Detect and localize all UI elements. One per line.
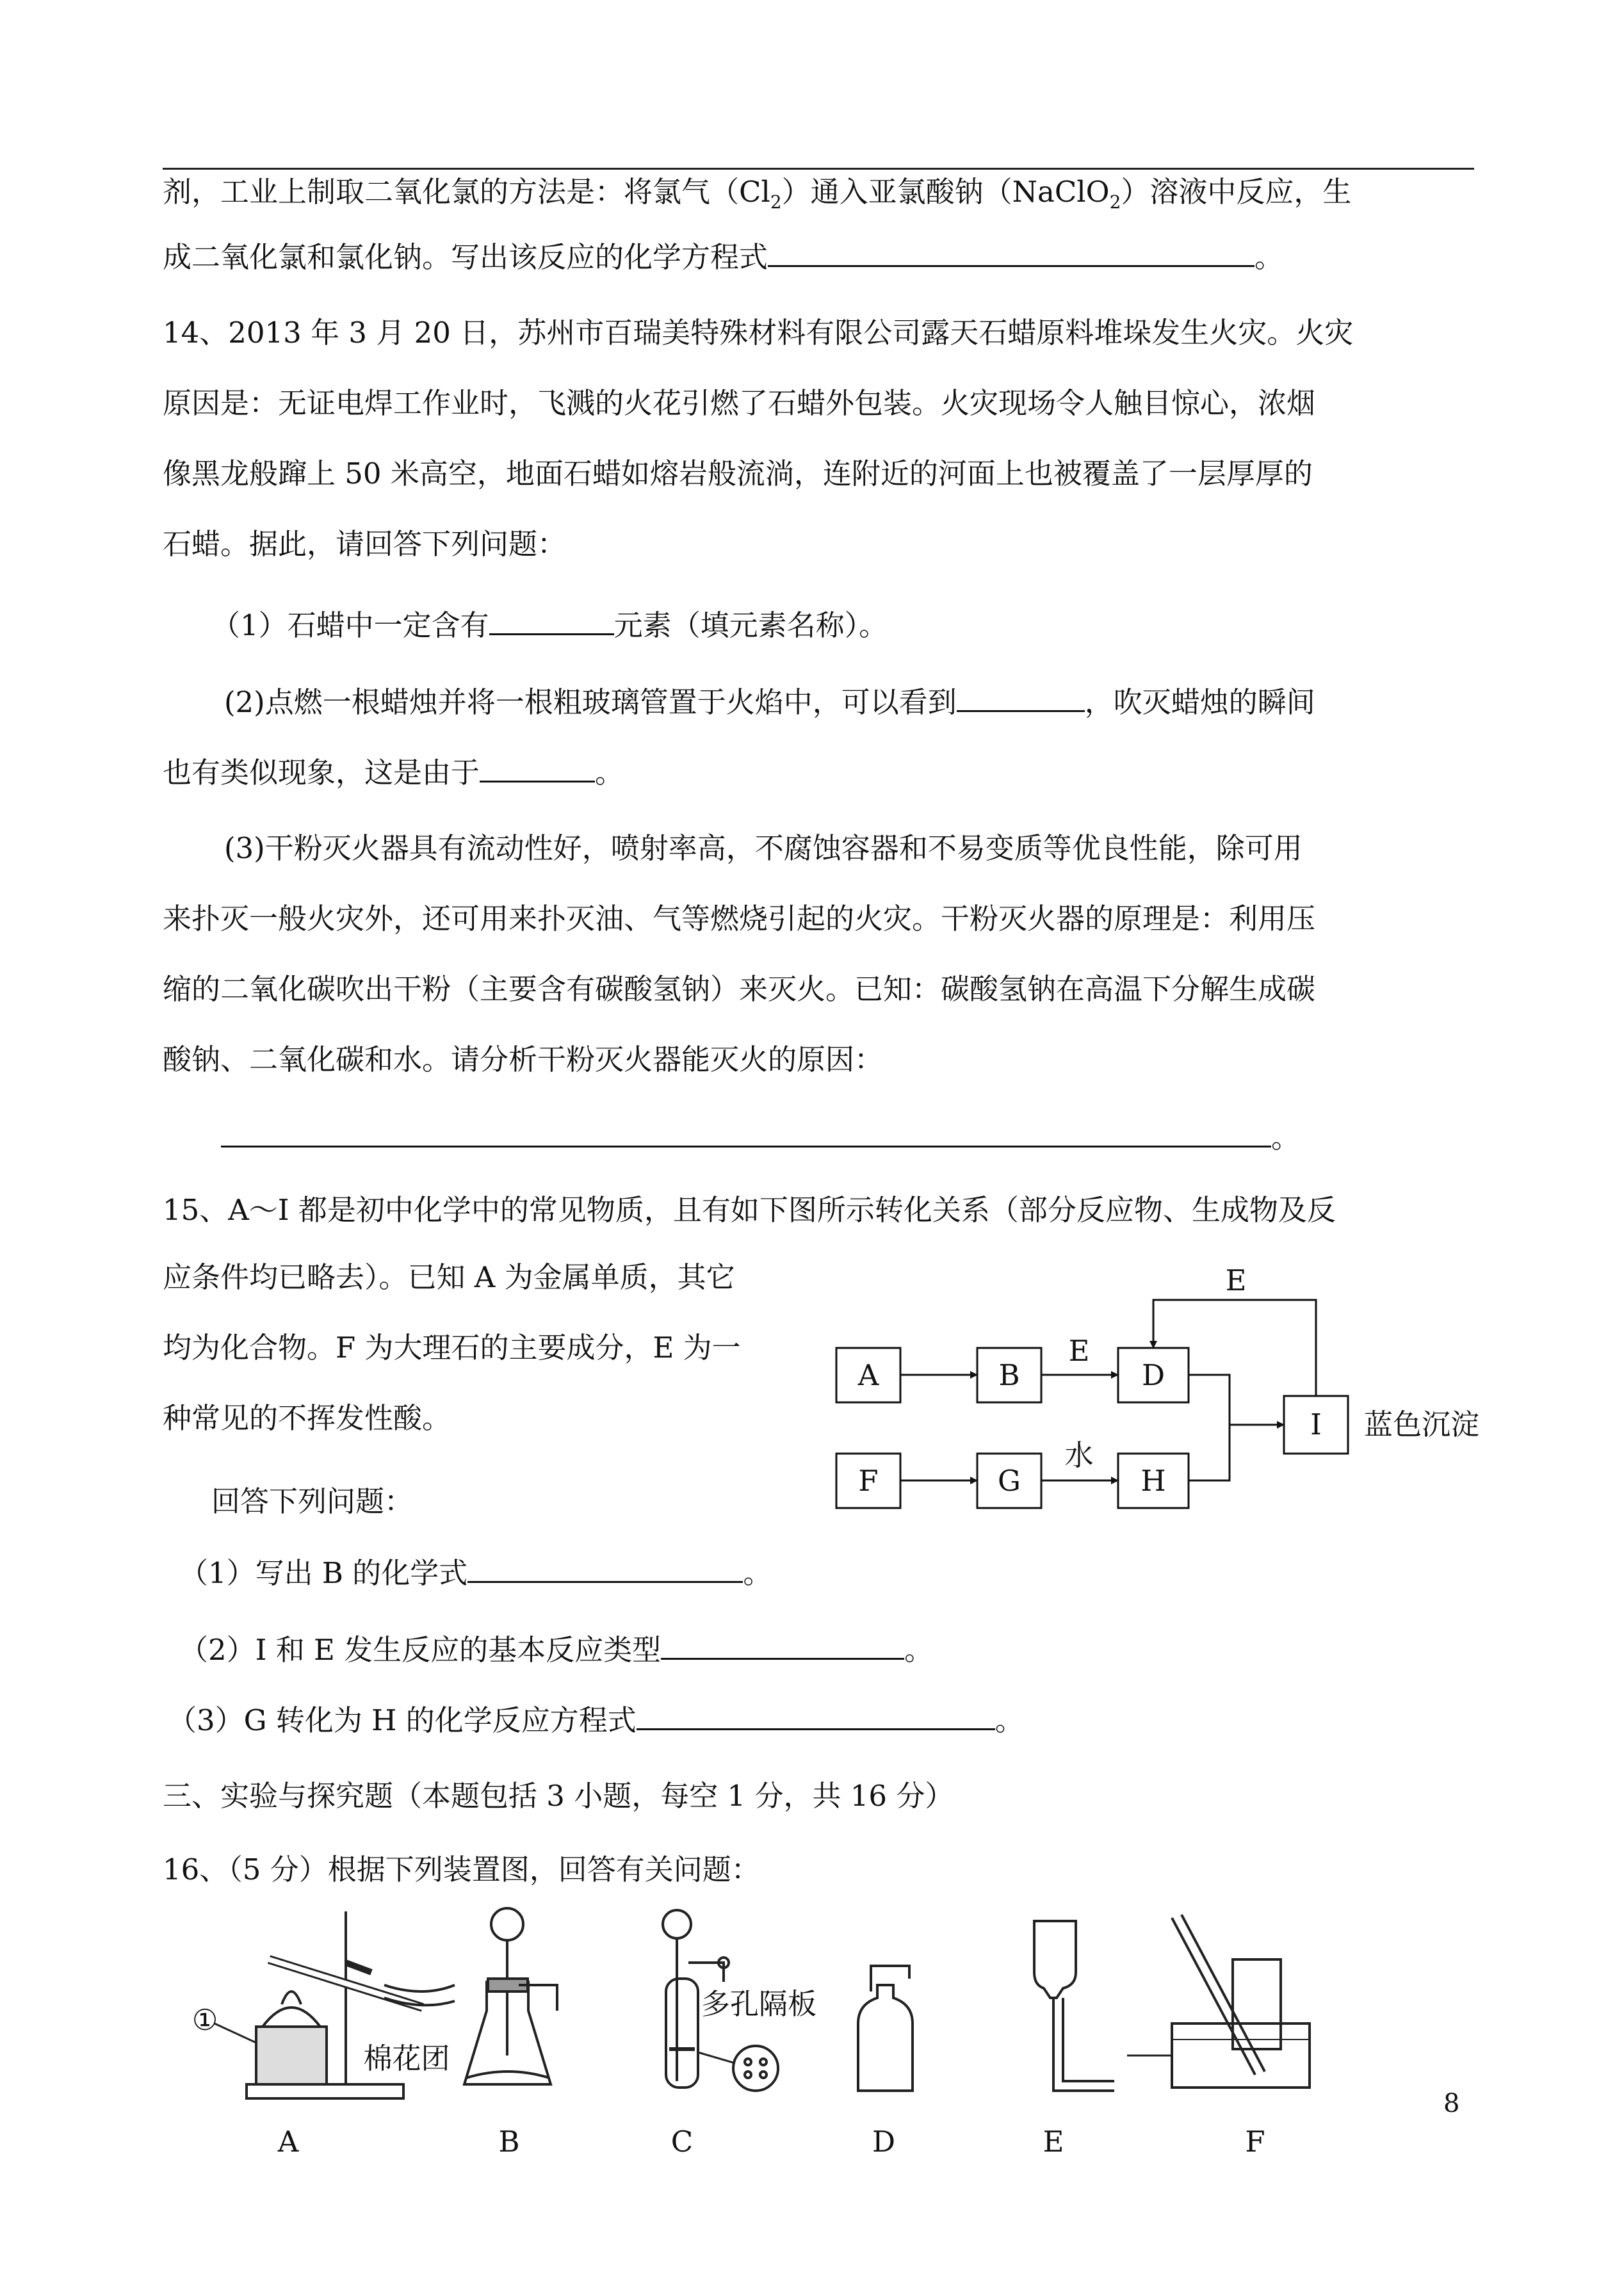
- q15-para-4: 种常见的不挥发性酸。: [163, 1401, 451, 1435]
- q14-sub-3-c: 缩的二氧化碳吹出干粉（主要含有碳酸氢钠）来灭火。已知：碳酸氢钠在高温下分解生成碳: [163, 972, 1316, 1006]
- q14-para-4: 石蜡。据此，请回答下列问题：: [163, 527, 567, 561]
- cotton-label: 棉花团: [363, 2041, 450, 2075]
- porous-plate-label: 多孔隔板: [701, 1987, 816, 2021]
- label-C: C: [670, 2125, 694, 2159]
- box-G-label: G: [998, 1464, 1021, 1498]
- q14-sub-2-cont: 也有类似现象，这是由于 。: [163, 752, 624, 792]
- label-B: B: [498, 2125, 520, 2159]
- q14-sub-3-a: (3)干粉灭火器具有流动性好，喷射率高，不腐蚀容器和不易变质等优良性能，除可用: [224, 831, 1303, 865]
- label-A: A: [277, 2125, 299, 2159]
- q15-para-1: 15、A～I 都是初中化学中的常见物质，且有如下图所示转化关系（部分反应物、生成物及反: [163, 1193, 1336, 1227]
- q16-intro: 16、（5 分）根据下列装置图，回答有关问题：: [163, 1853, 760, 1886]
- q13-line-2: 成二氧化氯和氯化钠。写出该反应的化学方程式 。: [163, 237, 1283, 277]
- q15-para-3: 均为化合物。F 为大理石的主要成分，E 为一: [163, 1331, 741, 1365]
- box-I-label: I: [1310, 1407, 1322, 1441]
- page-number: 8: [1443, 2089, 1460, 2118]
- arrow-E-label: E: [1068, 1334, 1090, 1368]
- q15-sub-2: （2）I 和 E 发生反应的基本反应类型 。: [179, 1630, 933, 1669]
- box-F-label: F: [858, 1464, 879, 1498]
- label-F: F: [1245, 2125, 1265, 2159]
- box-B-label: B: [998, 1358, 1020, 1392]
- apparatus-E: [1034, 1921, 1114, 2091]
- water-label: 水: [1064, 1438, 1094, 1472]
- q14-sub-1: （1）石蜡中一定含有 元素（填元素名称）。: [211, 605, 888, 645]
- q15-para-2: 应条件均已略去）。已知 A 为金属单质，其它: [163, 1260, 735, 1294]
- q14-sub-3-answer: 。: [221, 1117, 1300, 1157]
- q14-para-3: 像黑龙般蹿上 50 米高空，地面石蜡如熔岩般流淌，连附近的河面上也被覆盖了一层厚厚的: [163, 457, 1313, 491]
- q15-sub-3: （3）G 转化为 H 的化学反应方程式 。: [168, 1700, 1024, 1740]
- label-D: D: [872, 2125, 896, 2159]
- q13-line-1: 剂，工业上制取二氧化氯的方法是：将氯气$(Cl_2)$通入亚氯酸钠（NaClO$_2$）溶液中反应，生: [163, 175, 1352, 213]
- q14-sub-3-d: 酸钠、二氧化碳和水。请分析干粉灭火器能灭火的原因：: [163, 1042, 884, 1076]
- apparatus-D: [858, 1966, 913, 2091]
- box-A-label: A: [857, 1358, 879, 1392]
- q15-sub-1: （1）写出 B 的化学式 。: [179, 1553, 772, 1593]
- blue-precipitate-label: 蓝色沉淀: [1364, 1407, 1480, 1441]
- q14-sub-2: (2)点燃一根蜡烛并将一根粗玻璃管置于火焰中，可以看到 ，吹灭蜡烛的瞬间: [224, 682, 1315, 722]
- box-D-label: D: [1141, 1358, 1165, 1392]
- circle-one-marker: ①: [191, 2003, 218, 2037]
- apparatus-B: [464, 1908, 557, 2084]
- q14-para-2: 原因是：无证电焊工作业时，飞溅的火花引燃了石蜡外包装。火灾现场令人触目惊心，浓烟: [163, 386, 1316, 420]
- apparatus-F: [1127, 1915, 1310, 2088]
- box-H-label: H: [1141, 1464, 1166, 1498]
- section-3-heading: 三、实验与探究题（本题包括 3 小题，每空 1 分，共 16 分）: [163, 1779, 954, 1813]
- q14-para-1: 14、2013 年 3 月 20 日，苏州市百瑞美特殊材料有限公司露天石蜡原料堆垛发生火灾。火灾: [163, 316, 1354, 350]
- label-E: E: [1043, 2125, 1064, 2159]
- loop-E-label: E: [1225, 1263, 1247, 1297]
- q15-para-5: 回答下列问题：: [211, 1484, 414, 1518]
- q14-sub-3-b: 来扑灭一般火灾外，还可用来扑灭油、气等燃烧引起的火灾。干粉灭火器的原理是：利用压: [163, 902, 1316, 936]
